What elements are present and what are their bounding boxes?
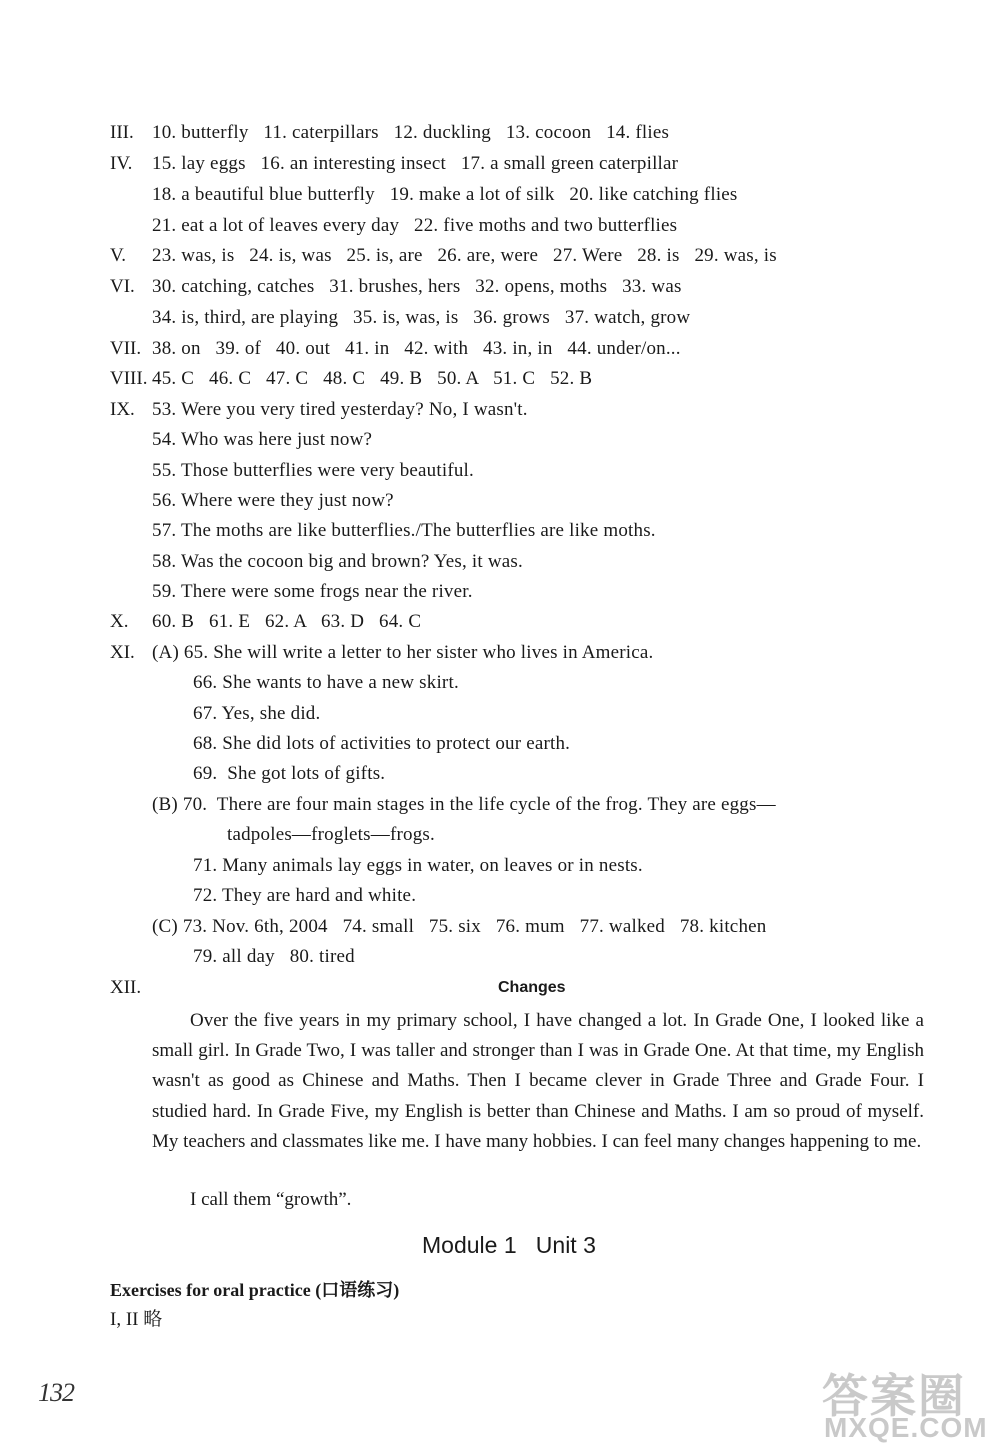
answer-line: 45. C 46. C 47. C 48. C 49. B 50. A 51. C 52. B: [152, 368, 593, 389]
oral-practice-heading: Exercises for oral practice (口语练习): [110, 1280, 400, 1300]
essay-closing: I call them “growth”.: [190, 1189, 352, 1210]
answer-line: 38. on 39. of 40. out 41. in 42. with 43. in, in 44. under/on...: [152, 338, 681, 359]
answer-line: (C) 73. Nov. 6th, 2004 74. small 75. six 76. mum 77. walked 78. kitchen: [152, 916, 767, 937]
answer-line: 21. eat a lot of leaves every day 22. five moths and two butterflies: [152, 215, 678, 236]
section-label: VIII.: [110, 368, 148, 389]
section-label: III.: [110, 122, 134, 143]
section-label: VII.: [110, 338, 142, 359]
section-label: VI.: [110, 276, 135, 297]
watermark-en: MXQE.COM: [824, 1412, 988, 1443]
page-number: 132: [38, 1378, 74, 1407]
answer-line: 68. She did lots of activities to protect our earth.: [193, 733, 571, 754]
section-label: X.: [110, 611, 129, 632]
answer-line: 15. lay eggs 16. an interesting insect 17. a small green caterpillar: [152, 153, 679, 174]
section-label: XI.: [110, 642, 135, 663]
answer-line: 60. B 61. E 62. A 63. D 64. C: [152, 611, 422, 632]
answer-line: 57. The moths are like butterflies./The butterflies are like moths.: [152, 520, 656, 541]
essay-title: Changes: [498, 979, 566, 996]
answer-line: 71. Many animals lay eggs in water, on leaves or in nests.: [193, 855, 643, 876]
answer-line: (A) 65. She will write a letter to her sister who lives in America.: [152, 642, 654, 663]
answer-line: 66. She wants to have a new skirt.: [193, 672, 459, 693]
watermark-cn: 答案圈: [822, 1370, 966, 1422]
watermark-logo: [818, 1360, 990, 1446]
answer-line: 67. Yes, she did.: [193, 703, 321, 724]
answer-line: 23. was, is 24. is, was 25. is, are 26. are, were 27. Were 28. is 29. was, is: [152, 245, 777, 266]
answer-line: 30. catching, catches 31. brushes, hers 32. opens, moths 33. was: [152, 276, 682, 297]
answer-line: tadpoles—froglets—frogs.: [227, 824, 435, 845]
section-label: IV.: [110, 153, 133, 174]
answer-line: 54. Who was here just now?: [152, 429, 373, 450]
oral-practice-answer: I, II 略: [110, 1309, 163, 1330]
answer-line: 69. She got lots of gifts.: [193, 763, 386, 784]
section-label: IX.: [110, 399, 135, 420]
answer-line: 79. all day 80. tired: [193, 946, 355, 967]
answer-line: 59. There were some frogs near the river.: [152, 581, 473, 602]
answer-line: 55. Those butterflies were very beautiful.: [152, 460, 474, 481]
answer-line: 72. They are hard and white.: [193, 885, 417, 906]
answer-line: 18. a beautiful blue butterfly 19. make a lot of silk 20. like catching flies: [152, 184, 738, 205]
answer-line: 10. butterfly 11. caterpillars 12. duckling 13. cocoon 14. flies: [152, 122, 670, 143]
essay-paragraph: Over the five years in my primary school, I have changed a lot. In Grade One, I looked like a small girl. In Grade Two, I was taller and stronger than I was in Grade One. At that time, my English wasn't as good as Chinese and Maths. Then I became clever in Grade Three and Grade Four. I studied hard. In Grade Five, my English is better than Chinese and Maths. I am so proud of myself. My teachers and classmates like me. I have many hobbies. I can feel many changes happening to me.: [152, 1010, 924, 1152]
answer-line: 34. is, third, are playing 35. is, was, is 36. grows 37. watch, grow: [152, 307, 691, 328]
answer-line: (B) 70. There are four main stages in the life cycle of the frog. They are eggs—: [152, 794, 776, 815]
answer-line: 58. Was the cocoon big and brown? Yes, it was.: [152, 551, 523, 572]
section-label: V.: [110, 245, 127, 266]
answer-line: 53. Were you very tired yesterday? No, I wasn't.: [152, 399, 528, 420]
answer-line: 56. Where were they just now?: [152, 490, 394, 511]
module-heading: Module 1 Unit 3: [422, 1232, 596, 1258]
section-label: XII.: [110, 977, 142, 998]
